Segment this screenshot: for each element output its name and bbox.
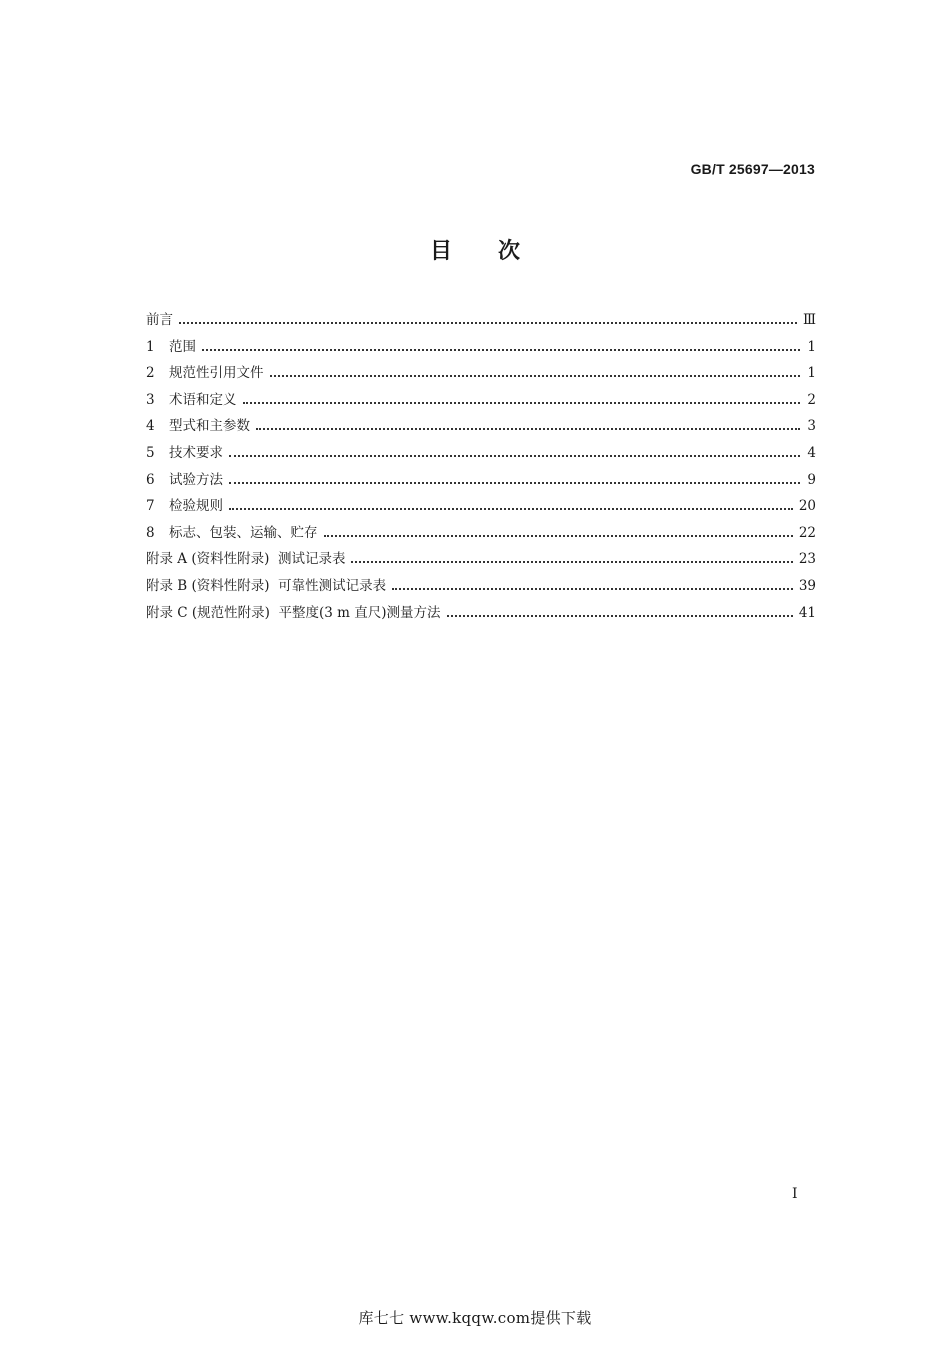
toc-entry-label: 检验规则 <box>169 498 223 515</box>
toc-entry-label: 规范性引用文件 <box>169 365 264 382</box>
toc-entry-5[interactable] <box>146 441 816 468</box>
title-char-2: 次 <box>498 239 521 264</box>
toc-entry-appendix-c[interactable] <box>146 601 816 628</box>
toc-entry-label: 术语和定义 <box>169 391 237 408</box>
footer-download-notice: 库七七 www.kqqw.com提供下载 <box>358 1309 592 1327</box>
toc-entry-appendix-a[interactable] <box>146 547 816 574</box>
toc-entry-page: 23 <box>798 551 816 568</box>
toc-leader-dots <box>202 349 800 351</box>
toc-leader-dots <box>324 535 793 537</box>
toc-entry-page: 4 <box>807 444 816 461</box>
toc-leader-dots <box>179 322 797 324</box>
toc-leader-dots <box>256 428 800 430</box>
toc-leader-dots <box>392 588 793 590</box>
toc-entry-label: 型式和主参数 <box>169 418 250 435</box>
toc-entry-label: 标志、包装、运输、贮存 <box>169 524 318 541</box>
toc-leader-dots <box>447 615 793 617</box>
table-of-contents <box>146 308 816 627</box>
toc-entry-page: 39 <box>798 577 816 594</box>
toc-entry-3[interactable] <box>146 388 816 415</box>
toc-entry-label: 范围 <box>169 338 196 355</box>
toc-entry-page: Ⅲ <box>802 312 816 328</box>
toc-entry-page: 22 <box>798 524 816 541</box>
toc-entry-number: 7 <box>146 498 155 515</box>
toc-entry-label: 附录 B (资料性附录) 可靠性测试记录表 <box>146 577 387 594</box>
toc-entry-6[interactable] <box>146 468 816 495</box>
page-number: I <box>792 1186 798 1202</box>
toc-entry-page: 20 <box>798 498 816 515</box>
toc-entry-4[interactable] <box>146 414 816 441</box>
toc-leader-dots <box>229 455 800 457</box>
title-char-1: 目 <box>429 239 452 264</box>
toc-entry-label: 试验方法 <box>169 471 223 488</box>
toc-entry-1[interactable] <box>146 335 816 362</box>
toc-entry-number: 2 <box>146 365 155 382</box>
toc-entry-appendix-b[interactable] <box>146 574 816 601</box>
toc-entry-label: 技术要求 <box>169 444 223 461</box>
toc-entry-number: 3 <box>146 391 155 408</box>
toc-entry-number: 8 <box>146 524 155 541</box>
toc-entry-page: 1 <box>807 365 816 382</box>
toc-entry-page: 3 <box>807 418 816 435</box>
toc-entry-page: 9 <box>807 471 816 488</box>
toc-leader-dots <box>229 508 793 510</box>
toc-entry-label: 前言 <box>146 312 173 328</box>
toc-entry-number: 1 <box>146 338 155 355</box>
toc-leader-dots <box>229 482 800 484</box>
toc-entry-2[interactable] <box>146 361 816 388</box>
toc-leader-dots <box>351 561 792 563</box>
page-title <box>0 234 950 265</box>
toc-entry-number: 6 <box>146 471 155 488</box>
toc-entry-page: 41 <box>798 604 816 621</box>
toc-leader-dots <box>243 402 801 404</box>
standard-code: GB/T 25697—2013 <box>690 161 815 177</box>
toc-entry-7[interactable] <box>146 494 816 521</box>
toc-entry-foreword[interactable] <box>146 308 816 335</box>
toc-entry-page: 1 <box>807 338 816 355</box>
toc-entry-number: 5 <box>146 444 155 461</box>
toc-leader-dots <box>270 375 801 377</box>
toc-entry-8[interactable] <box>146 521 816 548</box>
toc-entry-label: 附录 C (规范性附录) 平整度(3 m 直尺)测量方法 <box>146 604 441 621</box>
toc-entry-number: 4 <box>146 418 155 435</box>
toc-entry-label: 附录 A (资料性附录) 测试记录表 <box>146 551 346 568</box>
toc-entry-page: 2 <box>807 391 816 408</box>
